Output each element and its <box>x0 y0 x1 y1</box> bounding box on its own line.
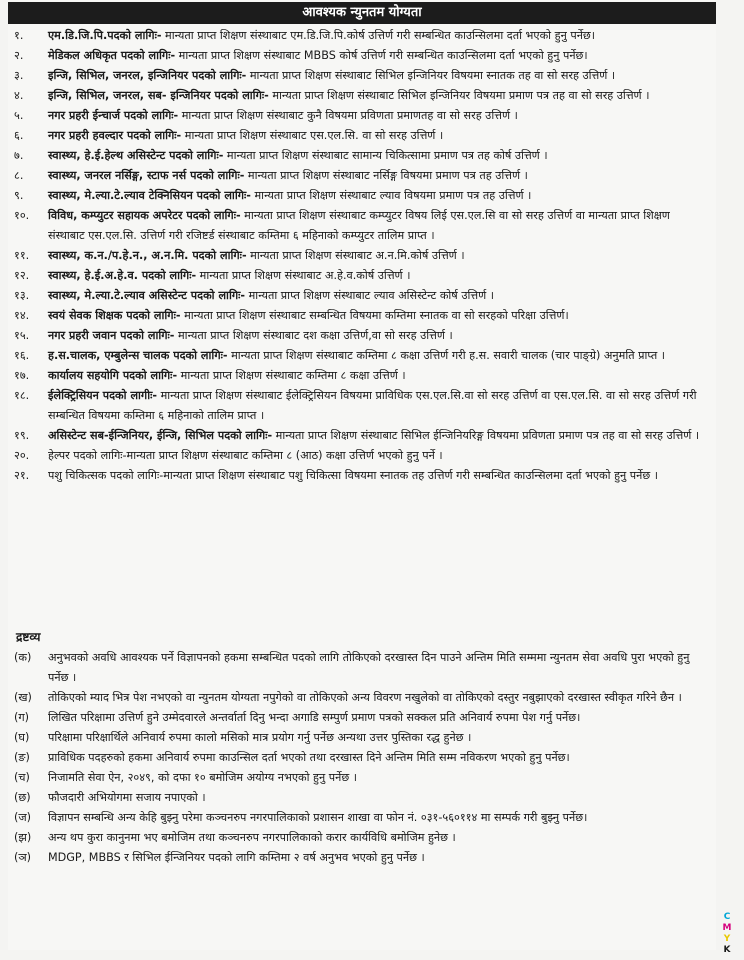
notes-list <box>8 648 716 868</box>
qualification-text: मान्यता प्राप्त शिक्षण संस्थाबाट कम्तिमा ८ कक्षा उत्तिर्ण गरी ह.स. सवारी चालक (चार पाङ्ग्रे) अनुमति प्राप्त । <box>227 349 666 362</box>
requirement-text <box>48 346 716 366</box>
note-item <box>8 788 716 808</box>
qualification-text: मान्यता प्राप्त शिक्षण संस्थाबाट नर्सिङ्ग विषयमा प्रमाण पत्र तह उत्तिर्ण । <box>244 169 528 182</box>
requirement-text <box>48 366 716 386</box>
requirement-item <box>8 286 716 306</box>
qualification-text: मान्यता प्राप्त शिक्षण संस्थाबाट सम्बन्धित विषयमा कम्तिमा स्नातक वा सो सरहको परिक्षा उत्तिर्ण। <box>180 309 569 322</box>
post-name: एम.डि.जि.पि.पदको लागिः- <box>48 29 162 42</box>
post-name: कार्यालय सहयोगि पदको लागिः- <box>48 369 178 382</box>
note-label: (ञ) <box>14 851 32 864</box>
qualification-text: मान्यता प्राप्त शिक्षण संस्थाबाट दश कक्षा उत्तिर्ण,वा सो सरह उत्तिर्ण । <box>174 329 453 342</box>
note-item <box>8 728 716 748</box>
requirement-number: ३. <box>14 69 24 82</box>
requirement-number: ८. <box>14 169 24 182</box>
requirement-item <box>8 126 716 146</box>
requirement-text <box>48 66 716 86</box>
requirement-number: १८. <box>14 389 30 402</box>
requirement-number: ११. <box>14 249 30 262</box>
note-label: (घ) <box>14 731 30 744</box>
qualification-text: मान्यता प्राप्त शिक्षण संस्थाबाट अ.हे.व.कोर्ष उत्तिर्ण । <box>196 269 411 282</box>
post-name: नगर प्रहरी ईन्चार्ज पदको लागिः- <box>48 109 179 122</box>
post-name: ह.स.चालक, एम्बुलेन्स चालक पदको लागिः- <box>48 349 228 362</box>
requirement-text <box>48 186 716 206</box>
requirement-number: ६. <box>14 129 24 142</box>
qualification-text: मान्यता प्राप्त शिक्षण संस्थाबाट एस.एल.सि. वा सो सरह उत्तिर्ण । <box>181 129 444 142</box>
requirement-item <box>8 466 716 486</box>
qualification-text: मान्यता प्राप्त शिक्षण संस्थाबाट ल्याव असिस्टेन्ट कोर्ष उत्तिर्ण । <box>245 289 494 302</box>
note-item <box>8 768 716 788</box>
requirement-number: १७. <box>14 369 30 382</box>
note-text: परिक्षामा परिक्षार्थिले अनिवार्य रुपमा कालो मसिको मात्र प्रयोग गर्नु पर्नेछ अन्यथा उत्तर पुस्तिका रद्ध हुनेछ । <box>48 731 472 744</box>
requirement-item <box>8 46 716 66</box>
post-name: नगर प्रहरी हवल्दार पदको लागिः- <box>48 129 182 142</box>
requirement-number: १६. <box>14 349 30 362</box>
requirement-text <box>48 246 716 266</box>
note-item <box>8 648 716 688</box>
qualification-text: मान्यता प्राप्त शिक्षण संस्थाबाट सिभिल ईन्जिनियरिङ्ग विषयमा प्रविणता प्रमाण पत्र तह वा सो सरह उत्तिर्ण । <box>272 429 700 442</box>
requirement-item <box>8 366 716 386</box>
qualification-text: मान्यता प्राप्त शिक्षण संस्थाबाट सामान्य चिकित्सामा प्रमाण पत्र तह कोर्ष उत्तिर्ण । <box>223 149 548 162</box>
post-name: स्वास्थ्य, मे.ल्या.टे.ल्याव असिस्टेन्ट पदको लागिः- <box>48 289 246 302</box>
requirement-item <box>8 146 716 166</box>
post-name: इन्जि, सिभिल, जनरल, इन्जिनियर पदको लागिः- <box>48 69 247 82</box>
note-label: (ख) <box>14 691 32 704</box>
requirement-item <box>8 266 716 286</box>
requirement-text <box>48 86 716 106</box>
qualification-text: मान्यता प्राप्त शिक्षण संस्थाबाट सिभिल इन्जिनियर विषयमा प्रमाण पत्र तह वा सो सरह उत्तिर्ण । <box>268 89 650 102</box>
requirement-text <box>48 306 716 326</box>
note-text: तोकिएको म्याद भित्र पेश नभएको वा न्युनतम योग्यता नपुगेको वा तोकिएको अन्य विवरण नखुलेको वा तोकिएको दस्तुर नबुझाएको दरखास्त स्वीकृत गरिने छैन । <box>48 691 682 704</box>
requirement-number: १२. <box>14 269 30 282</box>
requirement-text <box>48 26 716 46</box>
requirement-item <box>8 66 716 86</box>
note-item <box>8 708 716 728</box>
note-text: निजामति सेवा ऐन, २०४९, को दफा १० बमोजिम अयोग्य नभएको हुनु पर्नेछ । <box>48 771 357 784</box>
requirement-text <box>48 266 716 286</box>
note-label: (ङ) <box>14 751 30 764</box>
requirement-text <box>48 286 716 306</box>
post-name: स्वयं सेवक शिक्षक पदको लागिः- <box>48 309 181 322</box>
requirement-number: ५. <box>14 109 24 122</box>
requirement-number: १०. <box>14 209 30 222</box>
post-name: स्वास्थ्य, मे.ल्या.टे.ल्याव टेक्निसियन पदको लागिः- <box>48 189 251 202</box>
note-text: अन्य थप कुरा कानुनमा भए बमोजिम तथा कञ्चनरुप नगरपालिकाको करार कार्यविधि बमोजिम हुनेछ । <box>48 831 456 844</box>
notice-page <box>8 0 716 950</box>
note-text: अनुभवको अवधि आवश्यक पर्ने विज्ञापनको हकमा सम्बन्धित पदको लागि तोकिएको दरखास्त दिन पाउने अन्तिम मिति सम्ममा न्युनतम सेवा अवधि पुरा भएको हुनु पर्नेछ । <box>48 651 690 684</box>
note-item <box>8 748 716 768</box>
requirement-item <box>8 86 716 106</box>
post-name: मेडिकल अधिकृत पदको लागिः- <box>48 49 176 62</box>
qualification-text: मान्यता प्राप्त शिक्षण संस्थाबाट कम्प्युटर विषय लिई एस.एल.सि वा सो सरह उत्तिर्ण वा मान्यता प्राप्त शिक्षण संस्थाबाट एस.एल.सि. उत्तिर्ण गरी रजिष्टर्ड संस्थाबाट कम्तिमा ६ महिनाको कम्प्युटर तालिम प्राप्त । <box>48 209 670 242</box>
requirement-number: १५. <box>14 329 30 342</box>
qualification-text: मान्यता प्राप्त शिक्षण संस्थाबाट ल्याव विषयमा प्रमाण पत्र तह उत्तिर्ण । <box>250 189 532 202</box>
note-label: (क) <box>14 651 32 664</box>
note-item <box>8 808 716 828</box>
note-label: (ग) <box>14 711 30 724</box>
requirement-text <box>48 166 716 186</box>
requirement-number: २०. <box>14 449 30 462</box>
requirement-number: ७. <box>14 149 24 162</box>
qualification-text: मान्यता प्राप्त शिक्षण संस्थाबाट एम.डि.जि.पि.कोर्ष उत्तिर्ण गरी सम्बन्धित काउन्सिलमा दर्ता भएको हुनु पर्नेछ। <box>161 29 595 42</box>
qualification-text: मान्यता प्राप्त शिक्षण संस्थाबाट अ.न.मि.कोर्ष उत्तिर्ण । <box>246 249 465 262</box>
requirement-item <box>8 326 716 346</box>
requirement-item <box>8 186 716 206</box>
note-item <box>8 848 716 868</box>
post-name: इन्जि, सिभिल, जनरल, सब- इन्जिनियर पदको लागिः- <box>48 89 269 102</box>
qualification-text: पशु चिकित्सक पदको लागिः-मान्यता प्राप्त शिक्षण संस्थाबाट पशु चिकित्सा विषयमा स्नातक तह उत्तिर्ण गरी सम्बन्धित काउन्सिलमा दर्ता भएको हुनु पर्नेछ । <box>48 469 659 482</box>
post-name: नगर प्रहरी जवान पदको लागिः- <box>48 329 175 342</box>
requirement-text <box>48 146 716 166</box>
qualification-text: मान्यता प्राप्त शिक्षण संस्थाबाट ईलेक्ट्रिसियन विषयमा प्राविधिक एस.एल.सि.वा सो सरह उत्तिर्ण वा एस.एल.सि. वा सो सरह उत्तिर्ण गरी सम्बन्धित विषयमा कम्तिमा ६ महिनाको तालिम प्राप्त । <box>48 389 697 422</box>
cmyk-print-marks <box>721 912 733 956</box>
requirement-item <box>8 306 716 326</box>
note-text: विज्ञापन सम्बन्धि अन्य केहि बुझ्नु परेमा कञ्चनरुप नगरपालिकाको प्रशासन शाखा वा फोन नं. ०३१-५६०११४ मा सम्पर्क गरी बुझ्नु पर्नेछ। <box>48 811 588 824</box>
note-item <box>8 828 716 848</box>
requirement-number: ४. <box>14 89 24 102</box>
note-text: लिखित परिक्षामा उत्तिर्ण हुने उम्मेदवारले अन्तर्वार्ता दिनु भन्दा अगाडि सम्पुर्ण प्रमाण पत्रको सक्कल प्रति अनिवार्य रुपमा पेश गर्नु पर्नेछ। <box>48 711 581 724</box>
qualification-text: मान्यता प्राप्त शिक्षण संस्थाबाट कुनै विषयमा प्रविणता प्रमाणतह वा सो सरह उत्तिर्ण । <box>178 109 518 122</box>
requirement-number: १३. <box>14 289 30 302</box>
post-name: स्वास्थ्य, हे.ई.अ.हे.व. पदको लागिः- <box>48 269 197 282</box>
requirement-text <box>48 386 716 426</box>
note-item <box>8 688 716 708</box>
note-label: (झ) <box>14 831 32 844</box>
note-label: (च) <box>14 771 30 784</box>
print-mark-y: Y <box>723 934 731 944</box>
requirement-text <box>48 206 716 246</box>
requirement-item <box>8 246 716 266</box>
requirements-list <box>8 26 716 486</box>
page-title: आवश्यक न्युनतम योग्यता <box>8 2 716 24</box>
qualification-text: मान्यता प्राप्त शिक्षण संस्थाबाट सिभिल इन्जिनियर विषयमा स्नातक तह वा सो सरह उत्तिर्ण । <box>246 69 616 82</box>
requirement-number: १९. <box>14 429 30 442</box>
note-label: (छ) <box>14 791 31 804</box>
requirement-number: १४. <box>14 309 30 322</box>
requirement-item <box>8 26 716 46</box>
requirement-number: १. <box>14 29 24 42</box>
qualification-text: मान्यता प्राप्त शिक्षण संस्थाबाट कम्तिमा ८ कक्षा उत्तिर्ण । <box>177 369 406 382</box>
print-mark-m: M <box>722 923 732 933</box>
qualification-text: हेल्पर पदको लागिः-मान्यता प्राप्त शिक्षण संस्थाबाट कम्तिमा ८ (आठ) कक्षा उत्तिर्ण भएको हुनु पर्ने । <box>48 449 443 462</box>
print-mark-k: K <box>723 945 731 955</box>
requirement-text <box>48 126 716 146</box>
post-name: स्वास्थ्य, हे.ई.हेल्थ असिस्टेन्ट पदको लागिः- <box>48 149 224 162</box>
requirement-number: २. <box>14 49 24 62</box>
requirement-item <box>8 386 716 426</box>
qualification-text: मान्यता प्राप्त शिक्षण संस्थाबाट MBBS कोर्ष उत्तिर्ण गरी सम्बन्धित काउन्सिलमा दर्ता भएको हुनु पर्नेछ। <box>175 49 588 62</box>
requirement-item <box>8 346 716 366</box>
requirement-item <box>8 106 716 126</box>
post-name: विविध, कम्प्युटर सहायक अपरेटर पदको लागिः- <box>48 209 241 222</box>
requirement-item <box>8 206 716 246</box>
requirement-text <box>48 426 716 446</box>
note-text: फौजदारी अभियोगमा सजाय नपाएको । <box>48 791 206 804</box>
post-name: स्वास्थ्य, जनरल नर्सिङ्ग, स्टाफ नर्स पदको लागिः- <box>48 169 245 182</box>
requirement-number: २१. <box>14 469 30 482</box>
notes-heading: द्रष्टव्य <box>16 630 41 644</box>
requirement-item <box>8 426 716 446</box>
requirement-text <box>48 446 716 466</box>
print-mark-c: C <box>723 912 731 922</box>
requirement-item <box>8 166 716 186</box>
note-label: (ज) <box>14 811 32 824</box>
note-text: प्राविधिक पदहरुको हकमा अनिवार्य रुपमा काउन्सिल दर्ता भएको तथा दरखास्त दिने अन्तिम मिति सम्म नविकरण भएको हुनु पर्नेछ। <box>48 751 570 764</box>
requirement-text <box>48 46 716 66</box>
post-name: स्वास्थ्य, क.न./प.हे.न., अ.न.मि. पदको लागिः- <box>48 249 247 262</box>
requirement-text <box>48 106 716 126</box>
requirement-item <box>8 446 716 466</box>
requirement-text <box>48 466 716 486</box>
requirement-number: ९. <box>14 189 24 202</box>
note-text: MDGP, MBBS र सिभिल ईन्जिनियर पदको लागि कम्तिमा २ वर्ष अनुभव भएको हुनु पर्नेछ । <box>48 851 425 864</box>
requirement-text <box>48 326 716 346</box>
post-name: असिस्टेन्ट सब-ईन्जिनियर, ईन्जि, सिभिल पदको लागिः- <box>48 429 273 442</box>
post-name: ईलेक्ट्रिसियन पदको लागीः- <box>48 389 158 402</box>
